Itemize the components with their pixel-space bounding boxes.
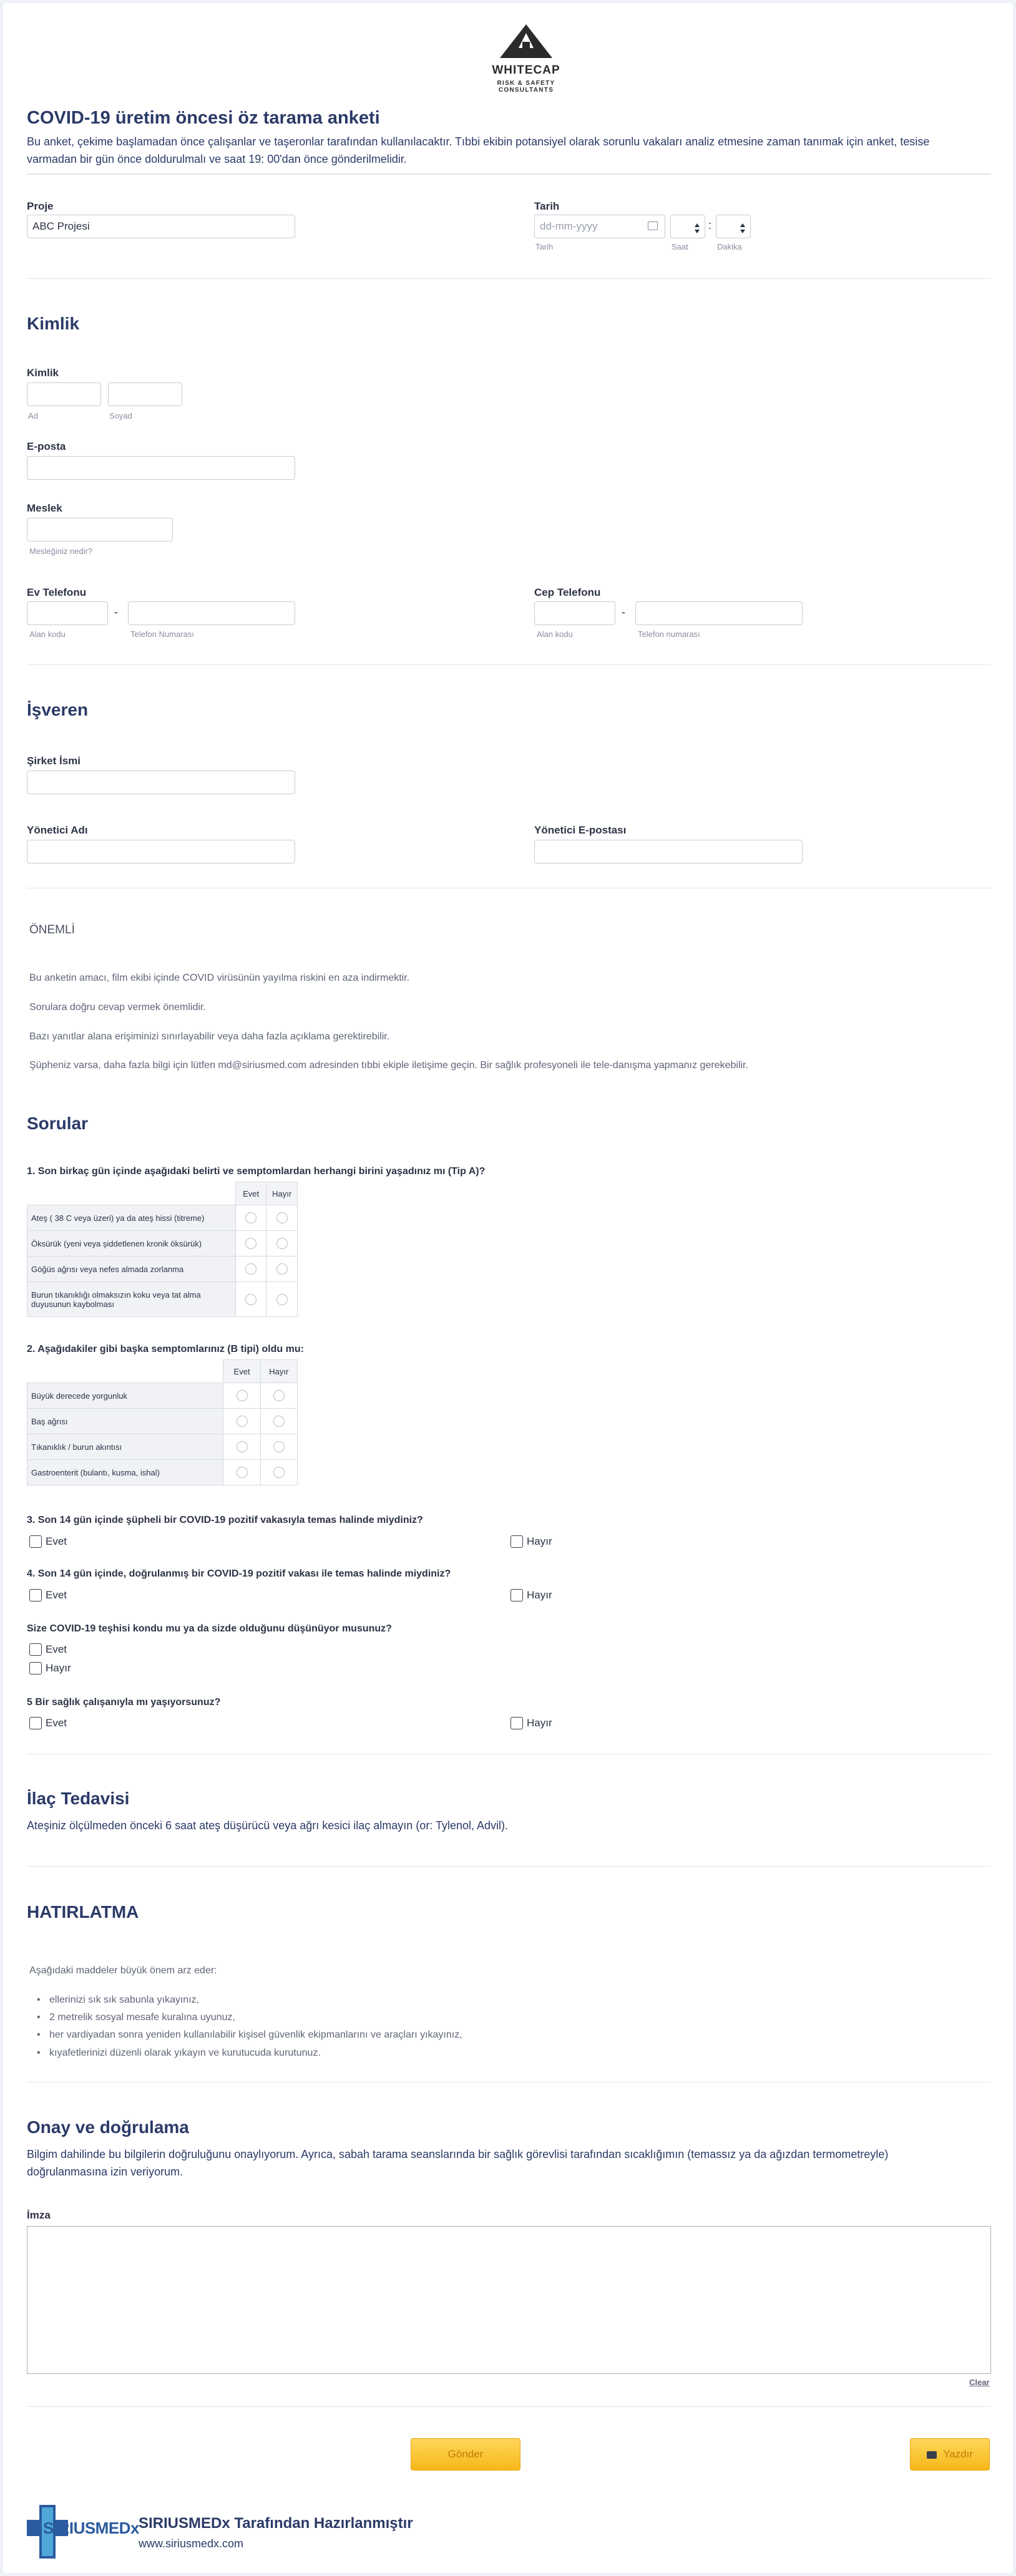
footer-url[interactable]: www.siriusmedx.com	[139, 2537, 244, 2550]
print-button-label: Yazdır	[943, 2448, 973, 2460]
clear-signature-link[interactable]: Clear	[969, 2378, 990, 2387]
checkbox-box[interactable]	[510, 1589, 523, 1601]
area-code-sublabel: Alan kodu	[537, 629, 573, 639]
time-separator: :	[708, 219, 712, 231]
form-page	[3, 3, 1013, 2573]
matrix-row-label: Tıkanıklık / burun akıntısı	[27, 1434, 223, 1460]
checkbox-label: Hayır	[527, 1589, 552, 1601]
home-phone-number-input[interactable]	[128, 601, 295, 625]
radio-no[interactable]	[273, 1441, 285, 1452]
matrix-row-label: Baş ağrısı	[27, 1409, 223, 1434]
hour-spinner-icon[interactable]	[695, 220, 700, 243]
matrix-row-label: Gastroenterit (bulantı, kusma, ishal)	[27, 1460, 223, 1485]
job-label: Meslek	[27, 502, 62, 514]
job-sublabel: Mesleğiniz nedir?	[29, 547, 93, 556]
manager-email-label: Yönetici E-postası	[534, 824, 627, 836]
radio-yes[interactable]	[237, 1390, 248, 1401]
matrix-row-label: Ateş ( 38 C veya üzeri) ya da ateş hissi (titreme)	[27, 1205, 236, 1231]
signature-pad[interactable]	[27, 2226, 991, 2374]
reminder-item: • kıyafetlerinizi düzenli olarak yıkayın ve kurutucuda kurutunuz.	[49, 2048, 321, 2059]
question-5-text: Size COVID-19 teşhisi kondu mu ya da sizde olduğunu düşünüyor musunuz?	[27, 1623, 392, 1634]
company-input[interactable]	[27, 770, 295, 794]
radio-no[interactable]	[273, 1416, 285, 1427]
questions-section-title: Sorular	[27, 1114, 89, 1133]
reminder-item: • her vardiyadan sonra yeniden kullanılabilir kişisel güvenlik ekipmanlarını ve araçları yıkayınız,	[49, 2029, 462, 2041]
whitecap-logo-icon	[495, 23, 557, 59]
last-name-sublabel: Soyad	[109, 411, 132, 420]
important-line: Bu anketin amacı, film ekibi içinde COVID virüsünün yayılma riskini en aza indirmektir.	[29, 973, 410, 983]
matrix-header-yes: Evet	[235, 1182, 266, 1205]
employer-section-title: İşveren	[27, 700, 89, 719]
divider	[27, 2406, 991, 2407]
important-line: Sorulara doğru cevap vermek önemlidir.	[29, 1002, 206, 1013]
question-2-matrix	[27, 1359, 298, 1485]
checkbox-label: Evet	[46, 1717, 67, 1729]
medication-text: Ateşiniz ölçülmeden önceki 6 saat ateş düşürücü veya ağrı kesici ilaç almayın (or: Tylenol, Advil).	[27, 1819, 509, 1832]
checkbox-label: Hayır	[46, 1662, 71, 1674]
checkbox-box[interactable]	[29, 1643, 42, 1656]
checkbox-box[interactable]	[510, 1535, 523, 1548]
home-phone-label: Ev Telefonu	[27, 586, 87, 598]
checkbox-label: Hayır	[527, 1535, 552, 1547]
last-name-input[interactable]	[108, 382, 182, 406]
divider	[27, 278, 991, 279]
checkbox-box[interactable]	[510, 1717, 523, 1729]
email-label: E-posta	[27, 440, 66, 452]
radio-yes[interactable]	[237, 1441, 248, 1452]
question-3-text: 3. Son 14 gün içinde şüpheli bir COVID-19 pozitif vakasıyla temas halinde miydiniz?	[27, 1515, 423, 1525]
reminder-intro: Aşağıdaki maddeler büyük önem arz eder:	[29, 1965, 217, 1976]
phone-number-sublabel: Telefon Numarası	[130, 629, 194, 639]
question-6-yes-checkbox[interactable]	[29, 1717, 67, 1729]
minute-sublabel: Dakika	[717, 242, 742, 251]
date-sublabel: Tarih	[535, 242, 554, 251]
consent-title: Onay ve doğrulama	[27, 2117, 189, 2137]
identity-section-title: Kimlik	[27, 314, 80, 333]
divider	[27, 1866, 991, 1867]
radio-no[interactable]	[276, 1294, 288, 1305]
checkbox-box[interactable]	[29, 1662, 42, 1674]
question-6-no-checkbox[interactable]	[510, 1717, 552, 1729]
matrix-row-label: Büyük derecede yorgunluk	[27, 1383, 223, 1409]
signature-label: İmza	[27, 2209, 51, 2221]
question-4-text: 4. Son 14 gün içinde, doğrulanmış bir COVID-19 pozitif vakası ile temas halinde miydiniz?	[27, 1568, 451, 1579]
company-label: Şirket İsmi	[27, 755, 81, 767]
phone-dash: -	[114, 606, 118, 618]
name-label: Kimlik	[27, 367, 59, 379]
calendar-icon[interactable]	[648, 221, 658, 230]
radio-yes[interactable]	[245, 1212, 256, 1223]
question-4-no-checkbox[interactable]	[510, 1589, 552, 1601]
radio-yes[interactable]	[245, 1294, 256, 1305]
print-button[interactable]	[910, 2438, 990, 2471]
reminder-item: • ellerinizi sık sık sabunla yıkayınız,	[49, 1995, 199, 2006]
first-name-sublabel: Ad	[28, 411, 38, 420]
question-3-no-checkbox[interactable]	[510, 1535, 552, 1548]
reminder-title: HATIRLATMA	[27, 1902, 139, 1922]
checkbox-box[interactable]	[29, 1717, 42, 1729]
radio-yes[interactable]	[237, 1416, 248, 1427]
form-description: Bu anket, çekime başlamadan önce çalışanlar ve taşeronlar tarafından kullanılacaktır. Tıbbi ekibin potansiyel olarak sorunlu vakaları analiz etmesine zaman tanımak için anket, tesise varmadan bir gün önce doldurulmalı ve saat 19: 00'dan önce gönderilmelidir.	[27, 135, 930, 165]
question-5-no-checkbox[interactable]	[29, 1662, 71, 1674]
hour-input[interactable]	[670, 215, 705, 238]
phone-number-sublabel: Telefon numarası	[638, 629, 700, 639]
question-1-text: 1. Son birkaç gün içinde aşağıdaki belirti ve semptomlardan herhangi birini yaşadınız mı (Tip A)?	[27, 1166, 486, 1177]
submit-button[interactable]: Gönder	[411, 2438, 520, 2471]
date-input[interactable]: dd-mm-yyyy	[534, 215, 665, 238]
radio-no[interactable]	[273, 1390, 285, 1401]
home-area-code-input[interactable]	[27, 601, 108, 625]
question-2-text: 2. Aşağıdakiler gibi başka semptomlarınız (B tipi) oldu mu:	[27, 1344, 304, 1354]
phone-dash: -	[622, 606, 625, 618]
minute-spinner-icon[interactable]	[740, 220, 745, 243]
area-code-sublabel: Alan kodu	[29, 629, 66, 639]
consent-text: Bilgim dahilinde bu bilgilerin doğruluğunu onaylıyorum. Ayrıca, sabah tarama seanslarında bir sağlık görevlisi tarafından sıcaklığımın (temassız ya da ağızdan termometreyle) doğrulanmasına izin veriyorum.	[27, 2148, 889, 2178]
first-name-input[interactable]	[27, 382, 101, 406]
logo-wordmark: WHITECAP	[492, 64, 560, 77]
important-line: Bazı yanıtlar alana erişiminizi sınırlayabilir veya daha fazla açıklama gerektirebilir.	[29, 1031, 390, 1042]
checkbox-box[interactable]	[29, 1535, 42, 1548]
important-line: Şüpheniz varsa, daha fazla bilgi için lütfen md@siriusmed.com adresinden tıbbi ekiple iletişime geçin. Bir sağlık profesyoneli ile tele-danışma yapmanız gerekebilir.	[29, 1060, 748, 1071]
footer-title: SIRIUSMEDx Tarafından Hazırlanmıştır	[139, 2515, 413, 2532]
project-label: Proje	[27, 200, 54, 212]
form-title: COVID-19 üretim öncesi öz tarama anketi	[27, 108, 380, 128]
manager-name-input[interactable]	[27, 840, 295, 863]
matrix-row-label: Öksürük (yeni veya şiddetlenen kronik öksürük)	[27, 1231, 236, 1256]
checkbox-label: Evet	[46, 1589, 67, 1601]
question-6-text: 5 Bir sağlık çalışanıyla mı yaşıyorsunuz?	[27, 1697, 221, 1708]
matrix-row-label: Burun tıkanıklığı olmaksızın koku veya tat alma duyusunun kaybolması	[27, 1282, 236, 1317]
checkbox-box[interactable]	[29, 1589, 42, 1601]
question-3-yes-checkbox[interactable]	[29, 1535, 67, 1548]
matrix-row-label: Göğüs ağrısı veya nefes almada zorlanma	[27, 1256, 236, 1282]
radio-no[interactable]	[276, 1238, 288, 1249]
printer-icon	[927, 2451, 937, 2459]
question-5-yes-checkbox[interactable]	[29, 1643, 67, 1656]
manager-email-input[interactable]	[534, 840, 803, 863]
email-input[interactable]	[27, 456, 295, 480]
matrix-header-no: Hayır	[266, 1182, 298, 1205]
radio-yes[interactable]	[245, 1238, 256, 1249]
checkbox-label: Evet	[46, 1643, 67, 1655]
checkbox-label: Hayır	[527, 1717, 552, 1729]
radio-yes[interactable]	[245, 1263, 256, 1275]
cell-phone-label: Cep Telefonu	[534, 586, 601, 598]
question-1-matrix	[27, 1182, 298, 1317]
checkbox-label: Evet	[46, 1535, 67, 1547]
matrix-header-no: Hayır	[260, 1360, 297, 1383]
radio-no[interactable]	[276, 1212, 288, 1223]
logo-tagline: RISK & SAFETY CONSULTANTS	[497, 80, 555, 94]
manager-name-label: Yönetici Adı	[27, 824, 88, 836]
job-input[interactable]	[27, 518, 173, 542]
footer-logo-text: SIRIUSMEDx	[43, 2519, 139, 2537]
radio-yes[interactable]	[237, 1467, 248, 1478]
radio-no[interactable]	[276, 1263, 288, 1275]
question-4-yes-checkbox[interactable]	[29, 1589, 67, 1601]
divider	[27, 2082, 991, 2083]
divider	[27, 173, 991, 175]
matrix-header-yes: Evet	[223, 1360, 260, 1383]
reminder-item: • 2 metrelik sosyal mesafe kuralına uyunuz,	[49, 2012, 235, 2023]
divider	[27, 664, 991, 665]
minute-input[interactable]	[716, 215, 751, 238]
date-label: Tarih	[534, 200, 560, 212]
hour-sublabel: Saat	[672, 242, 688, 251]
siriusmedx-logo	[27, 2504, 139, 2560]
cell-phone-number-input[interactable]	[635, 601, 803, 625]
important-title: ÖNEMLİ	[29, 923, 75, 936]
radio-no[interactable]	[273, 1467, 285, 1478]
whitecap-logo	[470, 23, 582, 94]
project-input[interactable]: ABC Projesi	[27, 215, 295, 238]
medication-title: İlaç Tedavisi	[27, 1789, 130, 1808]
cell-area-code-input[interactable]	[534, 601, 615, 625]
